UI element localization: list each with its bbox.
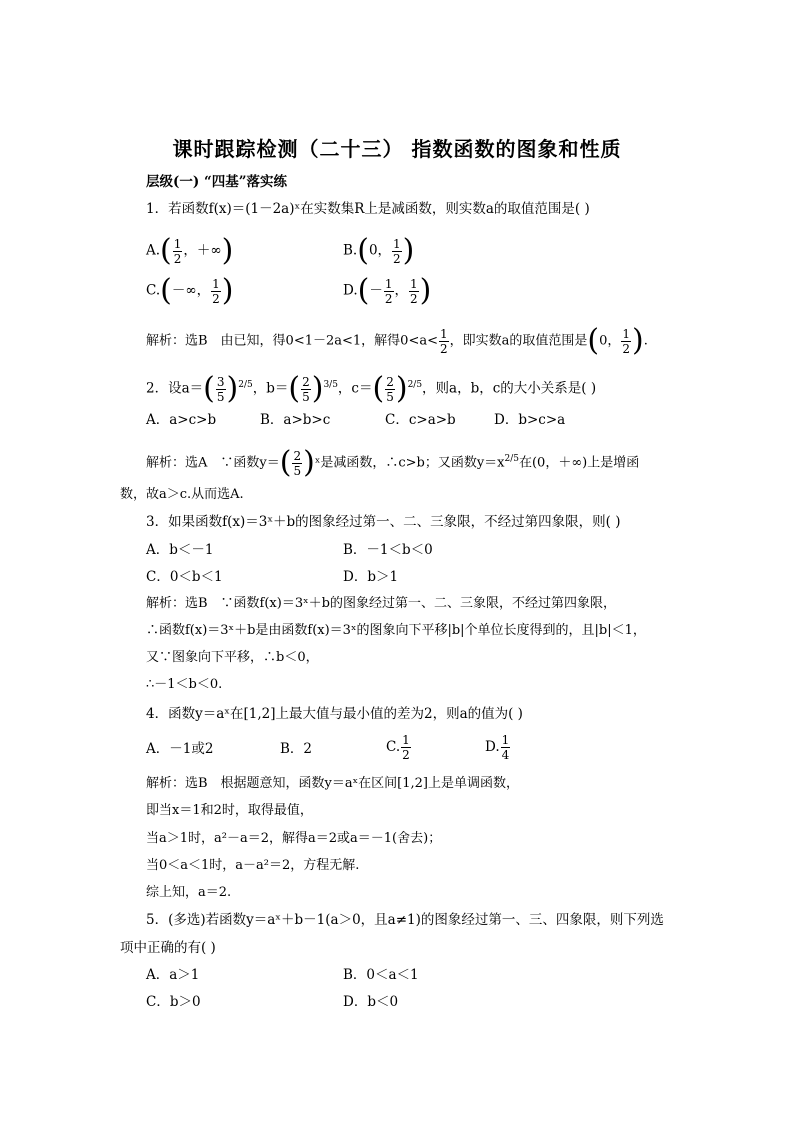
q3-solution-line: ∴－1＜b＜0.: [146, 677, 223, 692]
q3-option-d: D．b＞1: [343, 569, 399, 585]
fraction-denominator: 2: [402, 748, 410, 762]
q1-option-c: [146, 273, 234, 308]
q2-solution: [146, 445, 640, 480]
q1-stem: 1．若函数f(x)＝(1－2a)ˣ在实数集R上是减函数，则实数a的取值范围是( ): [146, 201, 590, 217]
right-paren: ): [632, 323, 644, 358]
q2-stem-text: 2．设a＝: [146, 380, 204, 397]
q4-option-d: [485, 733, 511, 762]
exponent: 2/5: [407, 380, 423, 390]
q2-option-a: A．a>c>b: [146, 412, 217, 428]
q1-solution-text: 0，: [599, 333, 621, 349]
right-paren: ): [221, 233, 234, 268]
left-paren: (: [160, 273, 172, 308]
exponent: 2/5: [238, 380, 253, 390]
fraction-numerator: 1: [439, 326, 448, 341]
fraction-numerator: 1: [384, 276, 393, 291]
fraction: [173, 237, 183, 266]
page-title: 课时跟踪检测（二十三） 指数函数的图象和性质: [172, 137, 622, 161]
fraction-denominator: 5: [386, 389, 394, 404]
fraction-denominator: 2: [393, 251, 401, 266]
q4-solution-line: 当a＞1时，a²－a＝2，解得a＝2或a＝－1(舍去)；: [146, 831, 442, 846]
fraction-denominator: 5: [293, 463, 302, 478]
q1-option-b-text: 0，: [368, 242, 392, 259]
q1-option-d-text: ，: [394, 282, 408, 299]
fraction-denominator: 4: [501, 748, 510, 762]
fraction: [392, 237, 402, 266]
q2-option-c: C．c>a>b: [385, 412, 456, 428]
fraction: [384, 277, 394, 306]
right-paren: ): [395, 371, 408, 406]
fraction-numerator: 1: [393, 236, 401, 251]
q4-solution-line: 综上知，a＝2.: [146, 885, 232, 900]
right-paren: ): [226, 371, 239, 406]
fraction-denominator: 2: [410, 291, 418, 306]
right-paren: ): [221, 273, 234, 308]
q4-option-c: [386, 733, 412, 762]
fraction-numerator: 1: [501, 733, 510, 747]
q2-stem-text: ，c＝: [337, 380, 373, 397]
q5-stem: 5．(多选)若函数y＝aˣ＋b－1(a＞0，且a≠1)的图象经过第一、三、四象限，则下列选: [146, 912, 664, 928]
exponent: 3/5: [323, 380, 338, 390]
right-paren: ): [402, 233, 415, 268]
left-paren: (: [372, 371, 385, 406]
q1-solution-text: ，即实数a的取值范围是: [449, 333, 588, 349]
q1-option-b-label: B.: [343, 242, 358, 259]
fraction-denominator: 2: [384, 291, 393, 306]
q1-option-d-text: －: [369, 282, 383, 299]
q2-solution-text: 在(0，＋∞)上是增函: [518, 455, 640, 471]
section-heading: 层级(一) “四基”落实练: [146, 174, 288, 190]
q5-option-a: A．a＞1: [146, 967, 200, 983]
q2-stem: [146, 371, 597, 406]
left-paren: (: [357, 273, 370, 308]
fraction-numerator: 1: [622, 326, 631, 341]
fraction: [501, 733, 511, 762]
fraction-numerator: 2: [386, 374, 394, 389]
q3-option-b: B．－1＜b＜0: [343, 542, 433, 558]
left-paren: (: [203, 371, 215, 406]
q4-option-d-label: D.: [485, 739, 500, 755]
fraction-numerator: 1: [212, 276, 220, 291]
q3-stem: 3．如果函数f(x)＝3ˣ＋b的图象经过第一、二、三象限，不经过第四象限，则( ): [146, 514, 621, 530]
fraction-numerator: 1: [410, 276, 418, 291]
q4-solution-line: 即当x＝1和2时，取得最值，: [146, 803, 313, 818]
q2-option-d: D．b>c>a: [494, 412, 566, 428]
fraction: [401, 733, 411, 762]
q4-solution-line: 当0＜a＜1时，a－a²＝2，方程无解.: [146, 858, 360, 873]
left-paren: (: [279, 445, 292, 480]
q1-option-a: [146, 233, 234, 268]
left-paren: (: [288, 371, 301, 406]
fraction-denominator: 2: [439, 341, 448, 356]
q1-option-a-text: ，＋∞: [183, 242, 222, 259]
q3-solution-line: ∴函数f(x)＝3ˣ＋b是由函数f(x)＝3ˣ的图象向下平移|b|个单位长度得到的，且|b|＜1，: [146, 623, 646, 638]
q3-solution-line: 解析：选B ∵函数f(x)＝3ˣ＋b的图象经过第一、二、三象限，不经过第四象限，: [146, 596, 616, 611]
fraction: [292, 449, 302, 478]
q1-option-d-label: D.: [343, 282, 358, 299]
fraction-denominator: 5: [216, 389, 225, 404]
q1-option-c-label: C.: [146, 282, 161, 299]
q1-option-d: [343, 273, 432, 308]
fraction-numerator: 3: [216, 374, 225, 389]
q1-solution-text: 解析：选B 由已知，得0<1－2a<1，解得0<a<: [146, 333, 438, 349]
right-paren: ): [311, 371, 324, 406]
fraction: [409, 277, 419, 306]
q1-option-c-text: －∞，: [171, 282, 211, 299]
exponent: 2/5: [504, 454, 519, 465]
fraction: [439, 327, 449, 356]
q2-solution-text: ˣ是减函数，∴c>b；又函数y＝x: [314, 455, 505, 471]
left-paren: (: [357, 233, 369, 268]
q3-solution-line: 又∵图象向下平移，∴b＜0，: [146, 650, 319, 665]
right-paren: ): [419, 273, 432, 308]
q5-option-d: D．b＜0: [343, 994, 399, 1010]
left-paren: (: [160, 233, 172, 268]
fraction-numerator: 2: [293, 448, 302, 463]
q4-option-b: B．2: [280, 741, 313, 757]
fraction-denominator: 2: [173, 251, 182, 266]
fraction-denominator: 2: [212, 291, 220, 306]
q1-solution-text: .: [643, 333, 648, 349]
fraction: [211, 277, 221, 306]
q1-solution: [146, 323, 648, 358]
q1-option-a-label: A.: [146, 242, 161, 259]
q5-option-b: B．0＜a＜1: [343, 967, 419, 983]
fraction-numerator: 1: [402, 733, 410, 747]
fraction-denominator: 5: [302, 389, 310, 404]
fraction: [621, 327, 631, 356]
q4-solution-line: 解析：选B 根据题意知，函数y＝aˣ在区间[1,2]上是单调函数，: [146, 776, 519, 791]
fraction: [216, 375, 226, 404]
fraction-numerator: 2: [302, 374, 310, 389]
q5-option-c: C．b＞0: [146, 994, 201, 1010]
fraction-numerator: 1: [173, 236, 182, 251]
q3-option-c: C．0＜b＜1: [146, 569, 223, 585]
q2-stem-text: ，则a，b，c的大小关系是( ): [422, 380, 597, 397]
q4-option-a: A．－1或2: [146, 741, 214, 757]
q4-option-c-label: C.: [386, 739, 401, 755]
q4-stem: 4．函数y＝aˣ在[1,2]上最大值与最小值的差为2，则a的值为( ): [146, 706, 523, 722]
q2-solution-line2: 数，故a＞c.从而选A.: [120, 487, 244, 502]
fraction: [385, 375, 395, 404]
q2-solution-text: 解析：选A ∵函数y＝: [146, 455, 280, 471]
left-paren: (: [587, 323, 600, 358]
q2-option-b: B．a>b>c: [260, 412, 331, 428]
fraction-denominator: 2: [622, 341, 631, 356]
right-paren: ): [303, 445, 315, 480]
q1-option-b: [343, 233, 415, 268]
q5-stem-line2: 项中正确的有( ): [120, 940, 216, 956]
fraction: [301, 375, 311, 404]
q3-option-a: A．b＜－1: [146, 542, 214, 558]
q2-stem-text: ，b＝: [252, 380, 289, 397]
